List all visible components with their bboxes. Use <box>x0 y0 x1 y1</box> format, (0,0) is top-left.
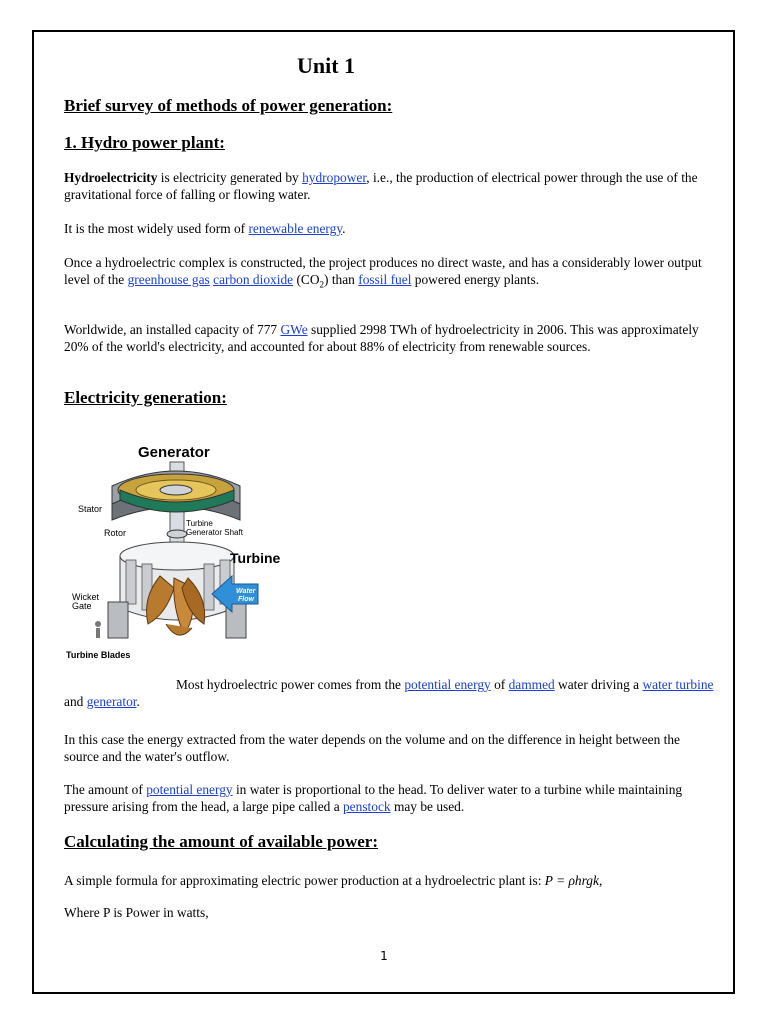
paragraph-where-p: Where P is Power in watts, <box>64 905 209 920</box>
link-carbon-dioxide[interactable]: carbon dioxide <box>213 272 294 287</box>
link-gwe[interactable]: GWe <box>280 322 308 337</box>
link-potential-energy-2[interactable]: potential energy <box>146 782 233 797</box>
bold-term: Hydroelectricity <box>64 170 158 185</box>
paragraph-energy-extracted: In this case the energy extracted from the water depends on the volume and on the difference in height between the source and the water's outflow. <box>64 732 680 764</box>
label-water-flow: Water Flow <box>236 588 256 603</box>
link-generator[interactable]: generator <box>86 694 137 709</box>
section-heading: Brief survey of methods of power generation: <box>64 96 393 115</box>
paragraph-renewable: It is the most widely used form of renewable energy. <box>64 221 346 236</box>
link-greenhouse-gas[interactable]: greenhouse gas <box>127 272 210 287</box>
paragraph-formula: A simple formula for approximating electric power production at a hydroelectric plant is: P = ρhrgk, <box>64 873 603 888</box>
page-number: 1 <box>380 949 388 963</box>
calc-heading: Calculating the amount of available power: <box>64 832 379 851</box>
power-formula: P = ρhrgk <box>544 873 599 888</box>
electricity-heading: Electricity generation: <box>64 388 227 407</box>
paragraph-potential-energy: Most hydroelectric power comes from the potential energy of dammed water driving a water turbine and generator. <box>64 677 714 709</box>
label-stator: Stator <box>78 504 103 514</box>
link-potential-energy[interactable]: potential energy <box>404 677 491 692</box>
label-turbine-blades: Turbine Blades <box>66 650 131 660</box>
paragraph-penstock: The amount of potential energy in water is proportional to the head. To deliver water to a turbine while maintaining pressure arising from the head, a large pipe called a penstock may be used. <box>64 782 683 814</box>
link-renewable-energy[interactable]: renewable energy <box>248 221 343 236</box>
link-hydropower[interactable]: hydropower <box>302 170 367 185</box>
generator-turbine-diagram <box>62 438 302 664</box>
link-penstock[interactable]: penstock <box>342 799 391 814</box>
paragraph-hydroelectricity: Hydroelectricity is electricity generated by hydropower, i.e., the production of electrical power through the use of the gravitational force of falling or flowing water. <box>64 170 698 202</box>
page-title: Unit 1 <box>297 53 356 78</box>
subsection-heading: 1. Hydro power plant: <box>64 133 225 152</box>
label-turbine-generator-shaft: Turbine Generator Shaft <box>186 519 243 537</box>
paragraph-emissions: Once a hydroelectric complex is constructed, the project produces no direct waste, and has a considerably lower output level of the greenhouse gas carbon dioxide $(CO_2)$ than fossil fuel powered energy plants. <box>64 255 702 290</box>
link-water-turbine[interactable]: water turbine <box>642 677 714 692</box>
person-scale-figure <box>95 621 101 638</box>
link-dammed[interactable]: dammed <box>508 677 555 692</box>
label-turbine: Turbine <box>230 550 281 566</box>
paragraph-worldwide: Worldwide, an installed capacity of 777 GWe supplied 2998 TWh of hydroelectricity in 2006. This was approximately 20% of the world's electricity, and accounted for about 88% of electricity from renewable sources. <box>64 322 699 354</box>
label-generator: Generator <box>138 444 210 461</box>
link-fossil-fuel[interactable]: fossil fuel <box>358 272 412 287</box>
label-rotor: Rotor <box>104 528 127 538</box>
label-wicket-gate: Wicket Gate <box>72 592 99 611</box>
